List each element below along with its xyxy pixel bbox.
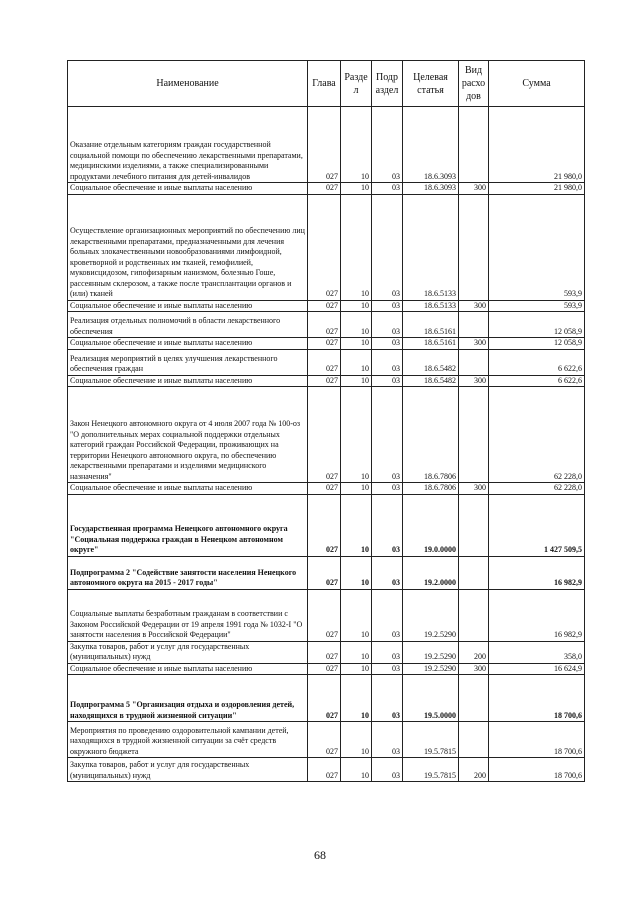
cell-chapter: 027 [308,589,341,641]
cell-subsection: 03 [372,107,403,183]
table-row [68,194,585,300]
cell-name: Социальное обеспечение и иные выплаты населению [68,375,308,387]
cell-sum: 16 982,9 [489,556,585,589]
cell-chapter: 027 [308,349,341,375]
cell-type [459,589,489,641]
header-sum: Сумма [489,61,585,107]
header-subsection: Подр аздел [372,61,403,107]
table-row [68,589,585,641]
table-row [68,387,585,483]
header-name: Наименование [68,61,308,107]
table-row [68,494,585,556]
cell-section: 10 [341,107,372,183]
cell-sum: 593,9 [489,300,585,312]
table-row [68,641,585,663]
cell-name: Реализация отдельных полномочий в области лекарственного обеспечения [68,312,308,338]
cell-subsection: 03 [372,194,403,300]
budget-table [67,60,585,782]
table-row [68,183,585,195]
cell-section: 10 [341,483,372,495]
cell-sum: 16 982,9 [489,589,585,641]
cell-name: Государственная программа Ненецкого автономного округа "Социальная поддержка граждан в Ненецком автономном округе" [68,494,308,556]
cell-target: 18.6.3093 [403,183,459,195]
cell-subsection: 03 [372,349,403,375]
cell-type: 300 [459,183,489,195]
header-chapter: Глава [308,61,341,107]
cell-chapter: 027 [308,194,341,300]
cell-chapter: 027 [308,675,341,722]
cell-name: Подпрограмма 5 "Организация отдыха и оздоровления детей, находящихся в трудной жизненной ситуации" [68,675,308,722]
cell-chapter: 027 [308,107,341,183]
cell-section: 10 [341,387,372,483]
cell-section: 10 [341,338,372,350]
cell-target: 18.6.5482 [403,375,459,387]
cell-chapter: 027 [308,494,341,556]
cell-chapter: 027 [308,641,341,663]
table-row [68,375,585,387]
cell-section: 10 [341,494,372,556]
cell-chapter: 027 [308,183,341,195]
cell-sum: 6 622,6 [489,375,585,387]
cell-sum: 358,0 [489,641,585,663]
table-row [68,483,585,495]
cell-sum: 6 622,6 [489,349,585,375]
cell-target: 19.2.0000 [403,556,459,589]
cell-name: Социальное обеспечение и иные выплаты населению [68,483,308,495]
cell-subsection: 03 [372,556,403,589]
table-row [68,675,585,722]
cell-sum: 21 980,0 [489,183,585,195]
cell-target: 18.6.5482 [403,349,459,375]
header-row [68,61,585,107]
cell-section: 10 [341,556,372,589]
cell-sum: 12 058,9 [489,312,585,338]
cell-sum: 593,9 [489,194,585,300]
cell-chapter: 027 [308,338,341,350]
table-row [68,338,585,350]
table-row [68,349,585,375]
cell-type [459,107,489,183]
table-row [68,107,585,183]
cell-chapter: 027 [308,375,341,387]
cell-section: 10 [341,722,372,758]
cell-type [459,349,489,375]
cell-sum: 18 700,6 [489,758,585,782]
cell-section: 10 [341,589,372,641]
cell-name: Осуществление организационных мероприятий по обеспечению лиц лекарственными препаратами, предназначенными для лечения больных злокачественными новообразованиями лимфоидной, кроветворной и родственных им тканей, гемофилией, муковисцидозом, гипофизарным нанизмом, болезнью Гоше, рассеянным склерозом, а также после трансплантации органов и (или) тканей [68,194,308,300]
cell-section: 10 [341,312,372,338]
cell-sum: 1 427 509,5 [489,494,585,556]
cell-target: 18.6.7806 [403,387,459,483]
cell-subsection: 03 [372,387,403,483]
cell-sum: 18 700,6 [489,722,585,758]
cell-type: 300 [459,483,489,495]
cell-type: 300 [459,338,489,350]
cell-target: 19.2.5290 [403,641,459,663]
cell-subsection: 03 [372,589,403,641]
cell-target: 19.5.7815 [403,758,459,782]
cell-type: 300 [459,663,489,675]
cell-section: 10 [341,349,372,375]
page-number: 68 [314,848,326,862]
cell-target: 18.6.5161 [403,312,459,338]
cell-sum: 62 228,0 [489,387,585,483]
cell-chapter: 027 [308,312,341,338]
cell-type: 200 [459,641,489,663]
cell-subsection: 03 [372,722,403,758]
cell-chapter: 027 [308,387,341,483]
cell-target: 18.6.5133 [403,194,459,300]
cell-name: Реализация мероприятий в целях улучшения лекарственного обеспечения граждан [68,349,308,375]
cell-subsection: 03 [372,641,403,663]
cell-chapter: 027 [308,556,341,589]
cell-type [459,387,489,483]
cell-type: 200 [459,758,489,782]
table-row [68,758,585,782]
cell-sum: 16 624,9 [489,663,585,675]
cell-subsection: 03 [372,494,403,556]
header-expense-type: Вид расхо дов [459,61,489,107]
cell-name: Социальные выплаты безработным гражданам в соответствии с Законом Российской Федерации от 19 апреля 1991 года № 1032-I "О занятости населения в Российской Федерации" [68,589,308,641]
cell-section: 10 [341,183,372,195]
cell-section: 10 [341,663,372,675]
cell-name: Закон Ненецкого автономного округа от 4 июля 2007 года № 100-оз "О дополнительных мерах социальной поддержки отдельных категорий граждан Российской Федерации, проживающих на территории Ненецкого автономного округа, по обеспечению лекарственными препаратами и изделиями медицинского назначения" [68,387,308,483]
cell-section: 10 [341,641,372,663]
cell-section: 10 [341,300,372,312]
cell-subsection: 03 [372,483,403,495]
cell-target: 19.2.5290 [403,589,459,641]
cell-target: 19.2.5290 [403,663,459,675]
cell-target: 18.6.3093 [403,107,459,183]
cell-subsection: 03 [372,758,403,782]
cell-target: 18.6.5161 [403,338,459,350]
cell-type [459,722,489,758]
cell-name: Закупка товаров, работ и услуг для государственных (муниципальных) нужд [68,641,308,663]
cell-section: 10 [341,675,372,722]
cell-target: 18.6.7806 [403,483,459,495]
cell-target: 19.0.0000 [403,494,459,556]
cell-section: 10 [341,194,372,300]
cell-section: 10 [341,375,372,387]
cell-sum: 18 700,6 [489,675,585,722]
cell-target: 19.5.7815 [403,722,459,758]
cell-type: 300 [459,300,489,312]
cell-type: 300 [459,375,489,387]
header-target: Целевая статья [403,61,459,107]
cell-type [459,194,489,300]
cell-chapter: 027 [308,758,341,782]
cell-name: Мероприятия по проведению оздоровительной кампании детей, находящихся в трудной жизненной ситуации за счёт средств окружного бюджета [68,722,308,758]
cell-chapter: 027 [308,722,341,758]
cell-subsection: 03 [372,338,403,350]
cell-sum: 62 228,0 [489,483,585,495]
cell-chapter: 027 [308,483,341,495]
cell-name: Социальное обеспечение и иные выплаты населению [68,183,308,195]
cell-name: Подпрограмма 2 "Содействие занятости населения Ненецкого автономного округа на 2015 - 2017 годы" [68,556,308,589]
cell-subsection: 03 [372,312,403,338]
cell-name: Закупка товаров, работ и услуг для государственных (муниципальных) нужд [68,758,308,782]
cell-subsection: 03 [372,675,403,722]
table-row [68,663,585,675]
cell-chapter: 027 [308,663,341,675]
cell-target: 19.5.0000 [403,675,459,722]
cell-chapter: 027 [308,300,341,312]
cell-target: 18.6.5133 [403,300,459,312]
cell-subsection: 03 [372,183,403,195]
table-row [68,556,585,589]
table-row [68,300,585,312]
cell-type [459,556,489,589]
cell-name: Социальное обеспечение и иные выплаты населению [68,663,308,675]
cell-subsection: 03 [372,375,403,387]
cell-subsection: 03 [372,300,403,312]
cell-sum: 12 058,9 [489,338,585,350]
cell-subsection: 03 [372,663,403,675]
cell-name: Социальное обеспечение и иные выплаты населению [68,338,308,350]
table-row [68,722,585,758]
cell-sum: 21 980,0 [489,107,585,183]
cell-type [459,494,489,556]
cell-section: 10 [341,758,372,782]
header-section: Разде л [341,61,372,107]
cell-type [459,312,489,338]
cell-name: Оказание отдельным категориям граждан государственной социальной помощи по обеспечению лекарственными препаратами, медицинскими изделиями, а также специализированными продуктами лечебного питания для детей-инвалидов [68,107,308,183]
cell-name: Социальное обеспечение и иные выплаты населению [68,300,308,312]
cell-type [459,675,489,722]
table-row [68,312,585,338]
